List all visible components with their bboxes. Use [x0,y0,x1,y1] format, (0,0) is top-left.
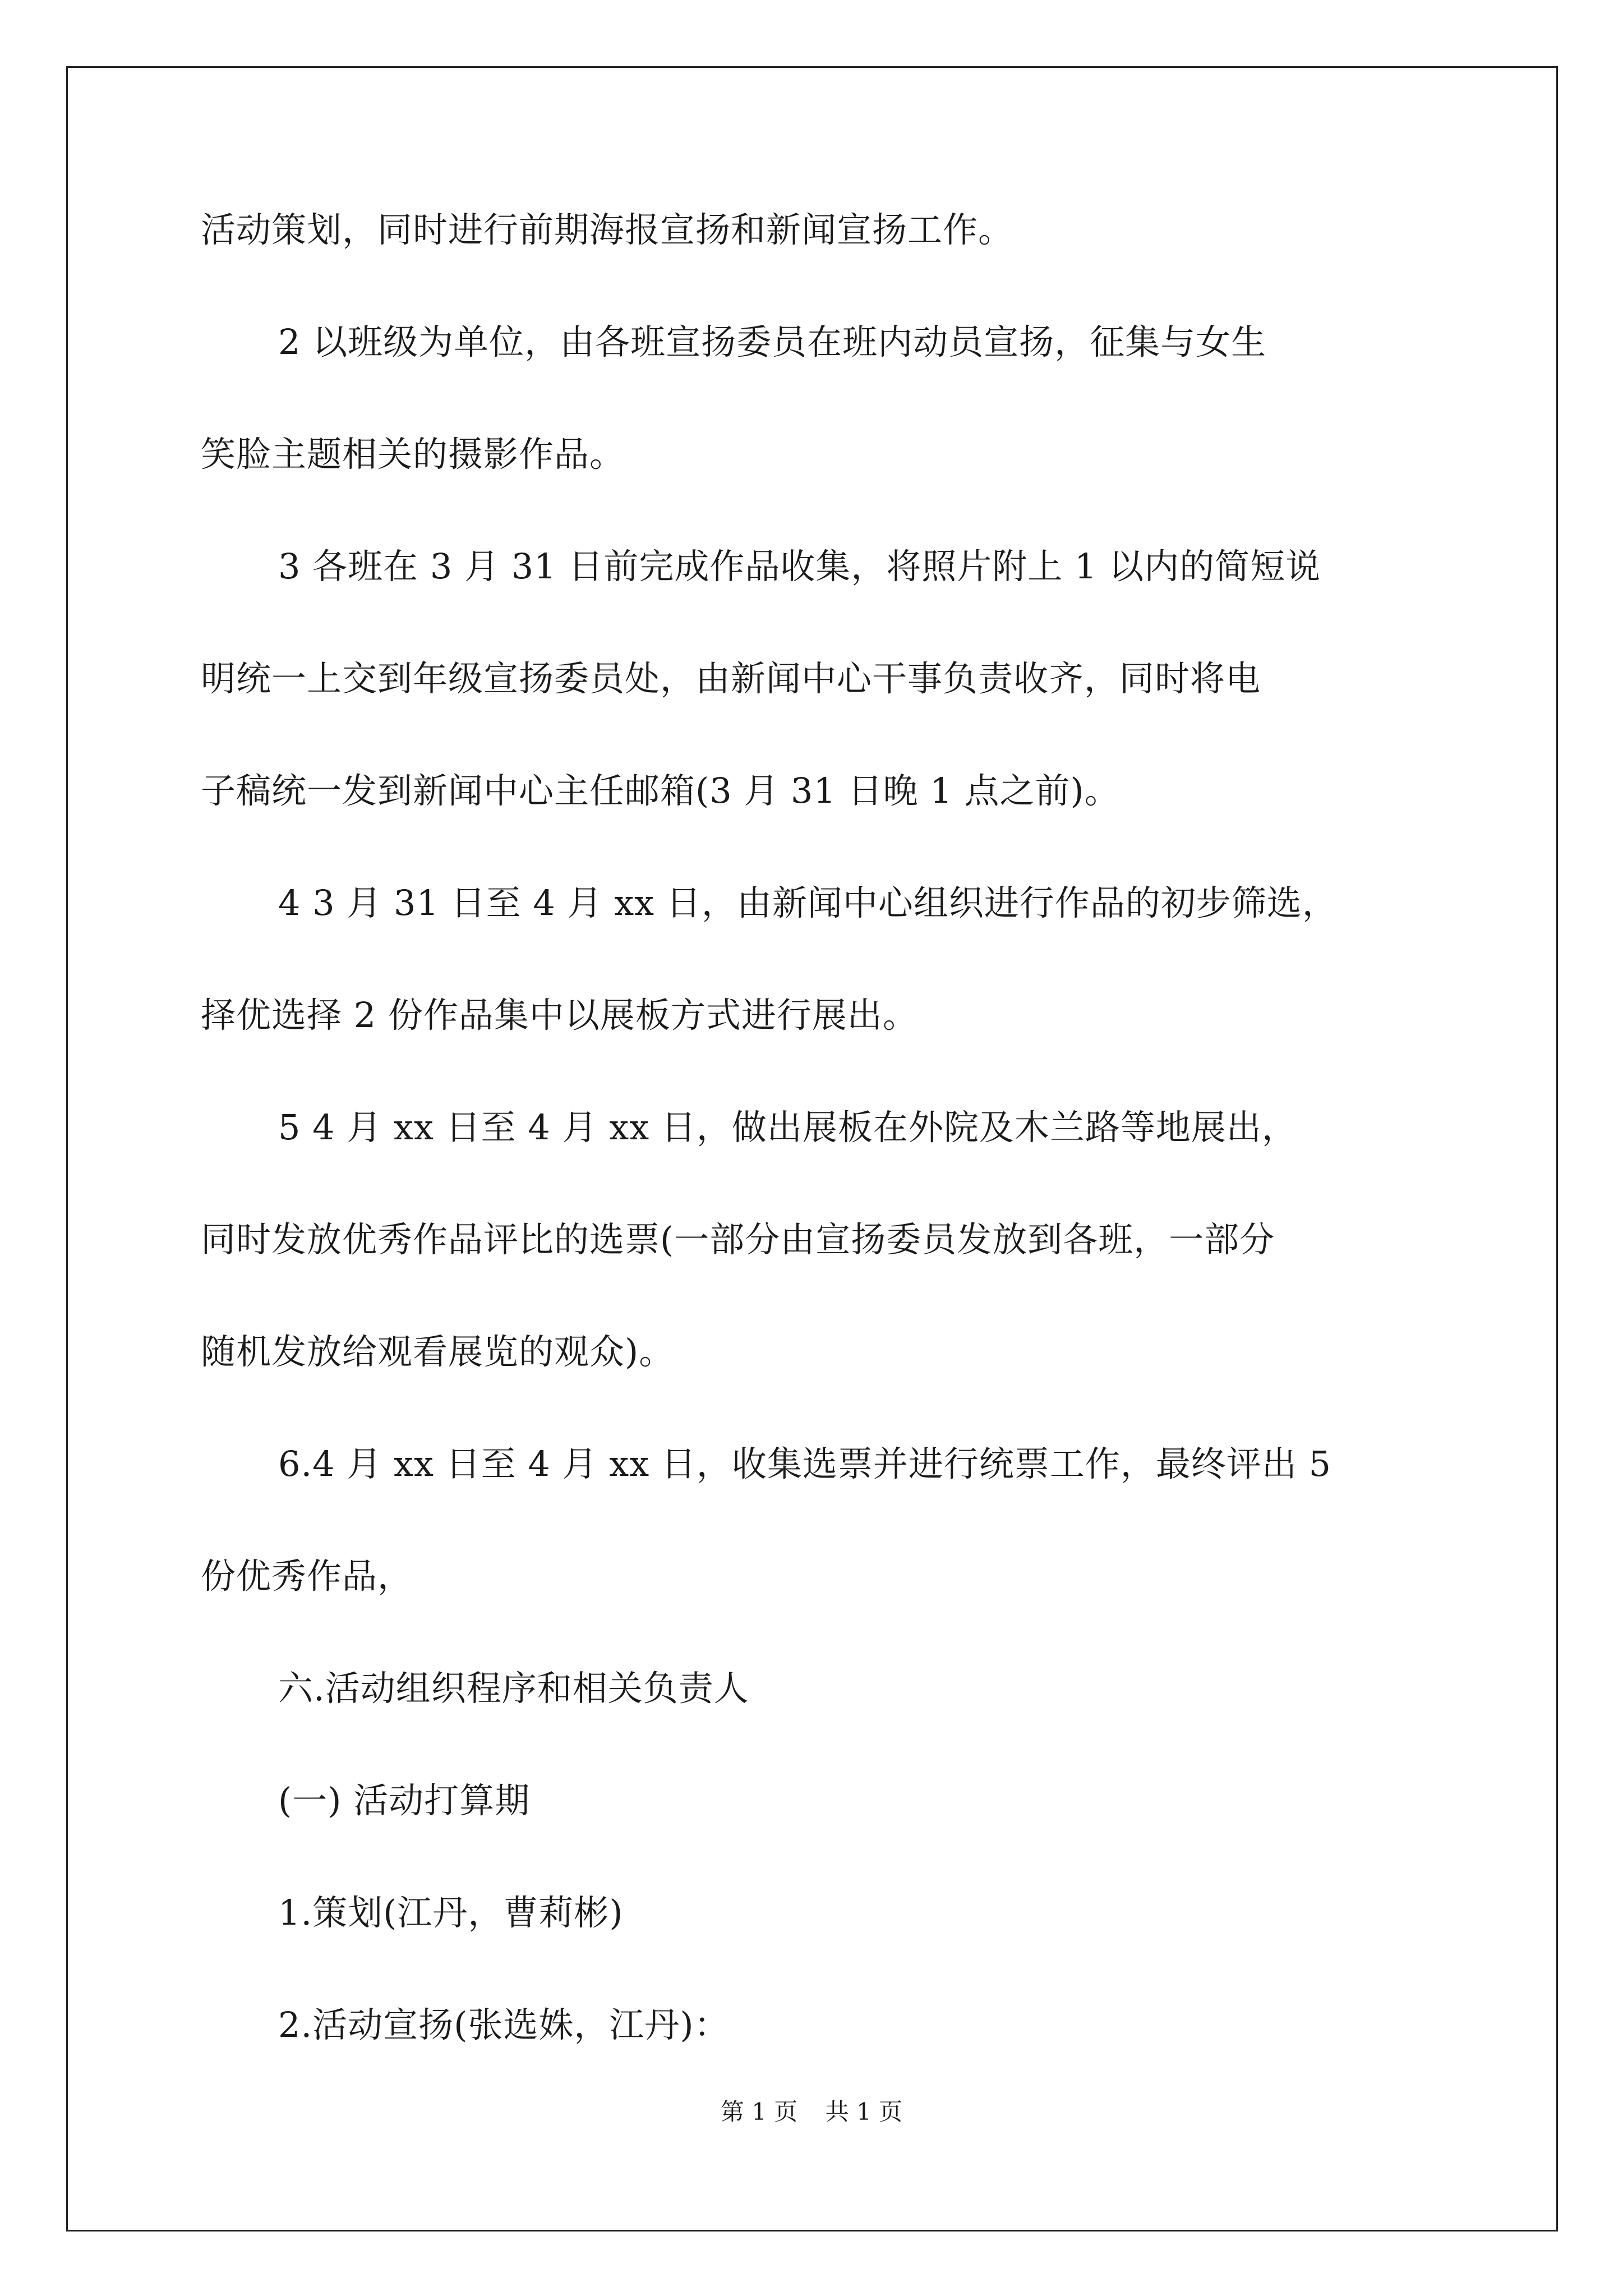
text-line: 同时发放优秀作品评比的选票(一部分由宣扬委员发放到各班，一部分 [201,1219,1275,1260]
page-number-current: 第 1 页 [720,2098,798,2125]
text-line: 随机发放给观看展览的观众)。 [201,1331,675,1372]
text-line: 活动策划，同时进行前期海报宣扬和新闻宣扬工作。 [201,209,1014,250]
text-line: 份优秀作品， [201,1556,413,1596]
page-number-total: 共 1 页 [825,2098,903,2125]
text-line: 明统一上交到年级宣扬委员处，由新闻中心干事负责收齐，同时将电 [201,658,1261,699]
subsection-heading: (一) 活动打算期 [278,1780,531,1821]
text-line: 5 4 月 xx 日至 4 月 xx 日，做出展板在外院及木兰路等地展出， [278,1107,1297,1148]
text-line: 4 3 月 31 日至 4 月 xx 日，由新闻中心组织进行作品的初步筛选， [278,882,1338,923]
text-line: 笑脸主题相关的摄影作品。 [201,434,625,475]
list-item: 2.活动宣扬(张选姝，江丹)： [278,2004,730,2045]
section-heading: 六.活动组织程序和相关负责人 [278,1668,749,1709]
text-line: 子稿统一发到新闻中心主任邮箱(3 月 31 日晚 1 点之前)。 [201,770,1120,811]
page-footer [0,2095,1623,2129]
text-line: 择优选择 2 份作品集中以展板方式进行展出。 [201,995,918,1036]
text-line: 6.4 月 xx 日至 4 月 xx 日，收集选票并进行统票工作，最终评出 5 [278,1443,1332,1484]
text-line: 2 以班级为单位，由各班宣扬委员在班内动员宣扬，征集与女生 [278,321,1267,362]
text-line: 3 各班在 3 月 31 日前完成作品收集，将照片附上 1 以内的简短说 [278,546,1321,587]
list-item: 1.策划(江丹，曹莉彬) [278,1892,624,1933]
